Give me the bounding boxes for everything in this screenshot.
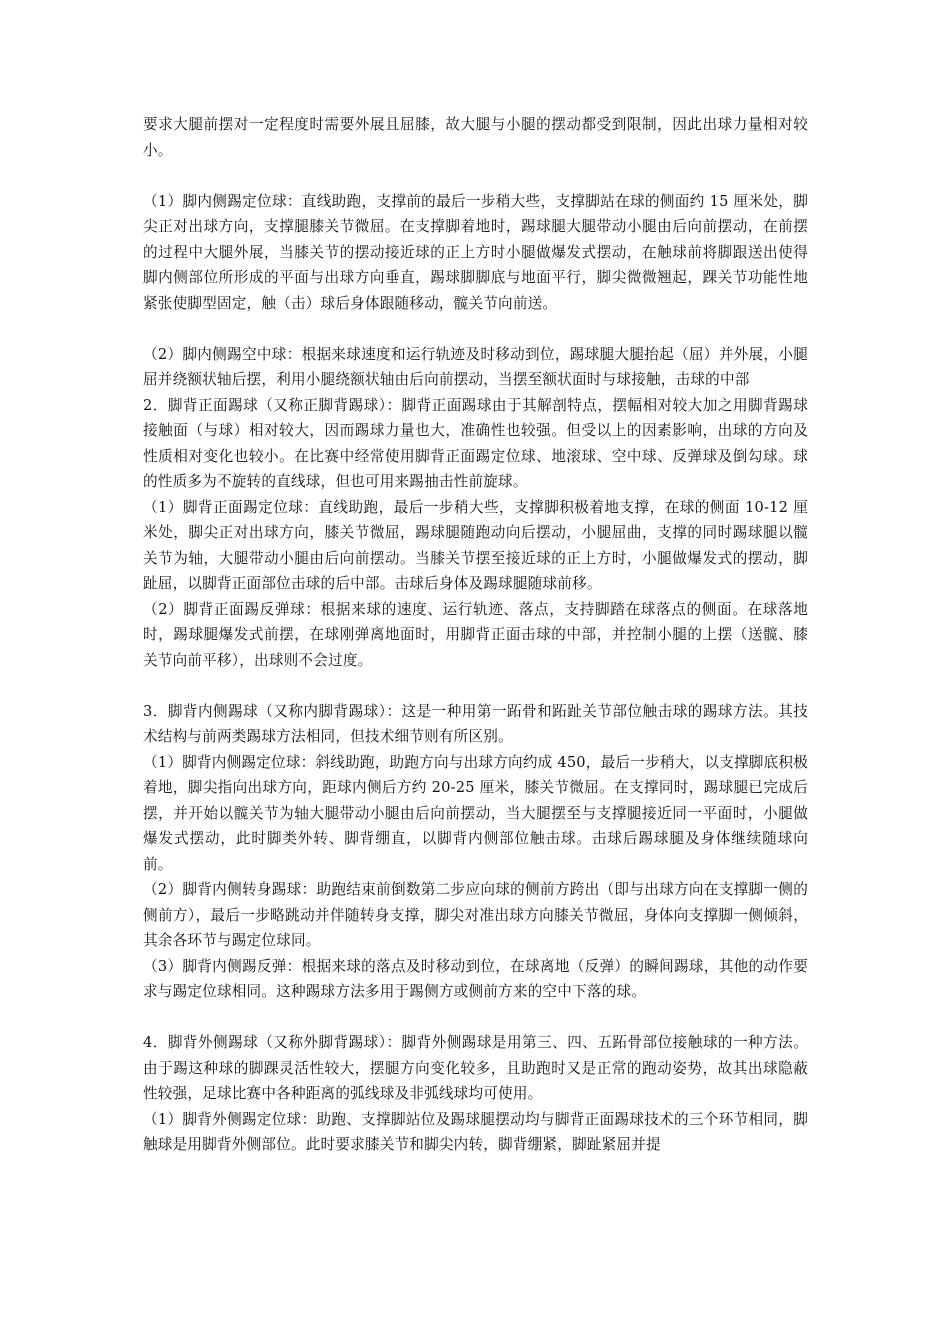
paragraph-instep-front-set-ball: （1）脚背正面踢定位球：直线助跑，最后一步稍大些，支撑脚积极着地支撑，在球的侧面 10-12 厘米处，脚尖正对出球方向，膝关节微屈，踢球腿随跑动向后摆动，小腿屈曲，支撑的同时踢球腿以髋关节为轴，大腿带动小腿由后向前摆动。当膝关节摆至接近球的正上方时，小腿做爆发式的摆动，脚趾屈，以脚背正面部位击球的后中部。击球后身体及踢球腿随球前移。 xyxy=(143,498,808,592)
paragraph-instep-inside-set-ball: （1）脚内侧踢定位球：直线助跑，支撑前的最后一步稍大些，支撑脚站在球的侧面约 15 厘米处，脚尖正对出球方向，支撑腿膝关节微屈。在支撑脚着地时，踢球腿大腿带动小腿由后向前摆动，在前摆的过程中大腿外展，当膝关节的摆动接近球的正上方时小腿做爆发式摆动，在触球前将脚跟送出使得脚内侧部位所形成的平面与出球方向垂直，踢球脚脚底与地面平行，脚尖微微翘起，踝关节功能性地紧张使脚型固定，触（击）球后身体跟随移动，髋关节向前送。 xyxy=(143,192,808,312)
document-page xyxy=(143,112,808,1158)
paragraph-section-2-heading: 2．脚背正面踢球（又称正脚背踢球）：脚背正面踢球由于其解剖特点，摆幅相对较大加之用脚背踢球接触面（与球）相对较大，因而踢球力量也大，准确性也较强。但受以上的因素影响，出球的方向及性质相对变化也较小。在比赛中经常使用脚背正面踢定位球、地滚球、空中球、反弹球及倒勾球。球的性质多为不旋转的直线球，但也可用来踢抽击性前旋球。 xyxy=(143,396,808,490)
paragraph-inner-instep-set-ball: （1）脚背内侧踢定位球：斜线助跑，助跑方向与出球方向约成 450，最后一步稍大，以支撑脚底积极着地，脚尖指向出球方向，距球内侧后方约 20-25 厘米，膝关节微屈。在支撑同时，踢球腿已完成后摆，并开始以髋关节为轴大腿带动小腿由后向前摆动，当大腿摆至与支撑腿接近同一平面时，小腿做爆发式摆动，此时脚类外转、脚背绷直，以脚背内侧部位触击球。击球后踢球腿及身体继续随球向前。 xyxy=(143,753,808,873)
paragraph-inner-instep-turn: （2）脚背内侧转身踢球：助跑结束前倒数第二步应向球的侧前方跨出（即与出球方向在支撑脚一侧的侧前方），最后一步略跳动并伴随转身支撑，脚尖对准出球方向膝关节微屈，身体向支撑脚一侧倾斜，其余各环节与踢定位球同。 xyxy=(143,881,808,949)
paragraph-intro-continuation: 要求大腿前摆对一定程度时需要外展且屈膝，故大腿与小腿的摆动都受到限制，因此出球力量相对较小。 xyxy=(143,116,808,159)
paragraph-section-4-heading: 4．脚背外侧踢球（又称外脚背踢球）：脚背外侧踢球是用第三、四、五跖骨部位接触球的一种方法。由于踢这种球的脚踝灵活性较大，摆腿方向变化较多，且助跑时又是正常的跑动姿势，故其出球隐蔽性较强，足球比赛中各种距离的弧线球及非弧线球均可使用。 xyxy=(143,1034,808,1102)
paragraph-section-3-heading: 3．脚背内侧踢球（又称内脚背踢球）：这是一种用第一跖骨和跖趾关节部位触击球的踢球方法。其技术结构与前两类踢球方法相同，但技术细节则有所区别。 xyxy=(143,702,808,745)
blank-line xyxy=(143,1005,808,1031)
blank-line xyxy=(143,163,808,189)
blank-line xyxy=(143,673,808,699)
paragraph-outer-instep-set-ball: （1）脚背外侧踢定位球：助跑、支撑脚站位及踢球腿摆动均与脚背正面踢球技术的三个环节相同，脚触球是用脚背外侧部位。此时要求膝关节和脚尖内转，脚背绷紧，脚趾紧屈并提 xyxy=(143,1110,808,1153)
blank-line xyxy=(143,316,808,342)
paragraph-inside-air-ball: （2）脚内侧踢空中球：根据来球速度和运行轨迹及时移动到位，踢球腿大腿抬起（屈）并外展，小腿屈并绕额状轴后摆，利用小腿绕额状轴由后向前摆动，当摆至额状面时与球接触，击球的中部 xyxy=(143,345,808,388)
paragraph-instep-front-rebound: （2）脚背正面踢反弹球：根据来球的速度、运行轨迹、落点，支持脚踏在球落点的侧面。在球落地时，踢球腿爆发式前摆，在球刚弹离地面时，用脚背正面击球的中部，并控制小腿的上摆（送髋、膝关节向前平移），出球则不会过度。 xyxy=(143,600,808,669)
paragraph-inner-instep-rebound: （3）脚背内侧踢反弹：根据来球的落点及时移动到位，在球离地（反弹）的瞬间踢球，其他的动作要求与踢定位球相同。这种踢球方法多用于踢侧方或侧前方来的空中下落的球。 xyxy=(143,957,808,1000)
